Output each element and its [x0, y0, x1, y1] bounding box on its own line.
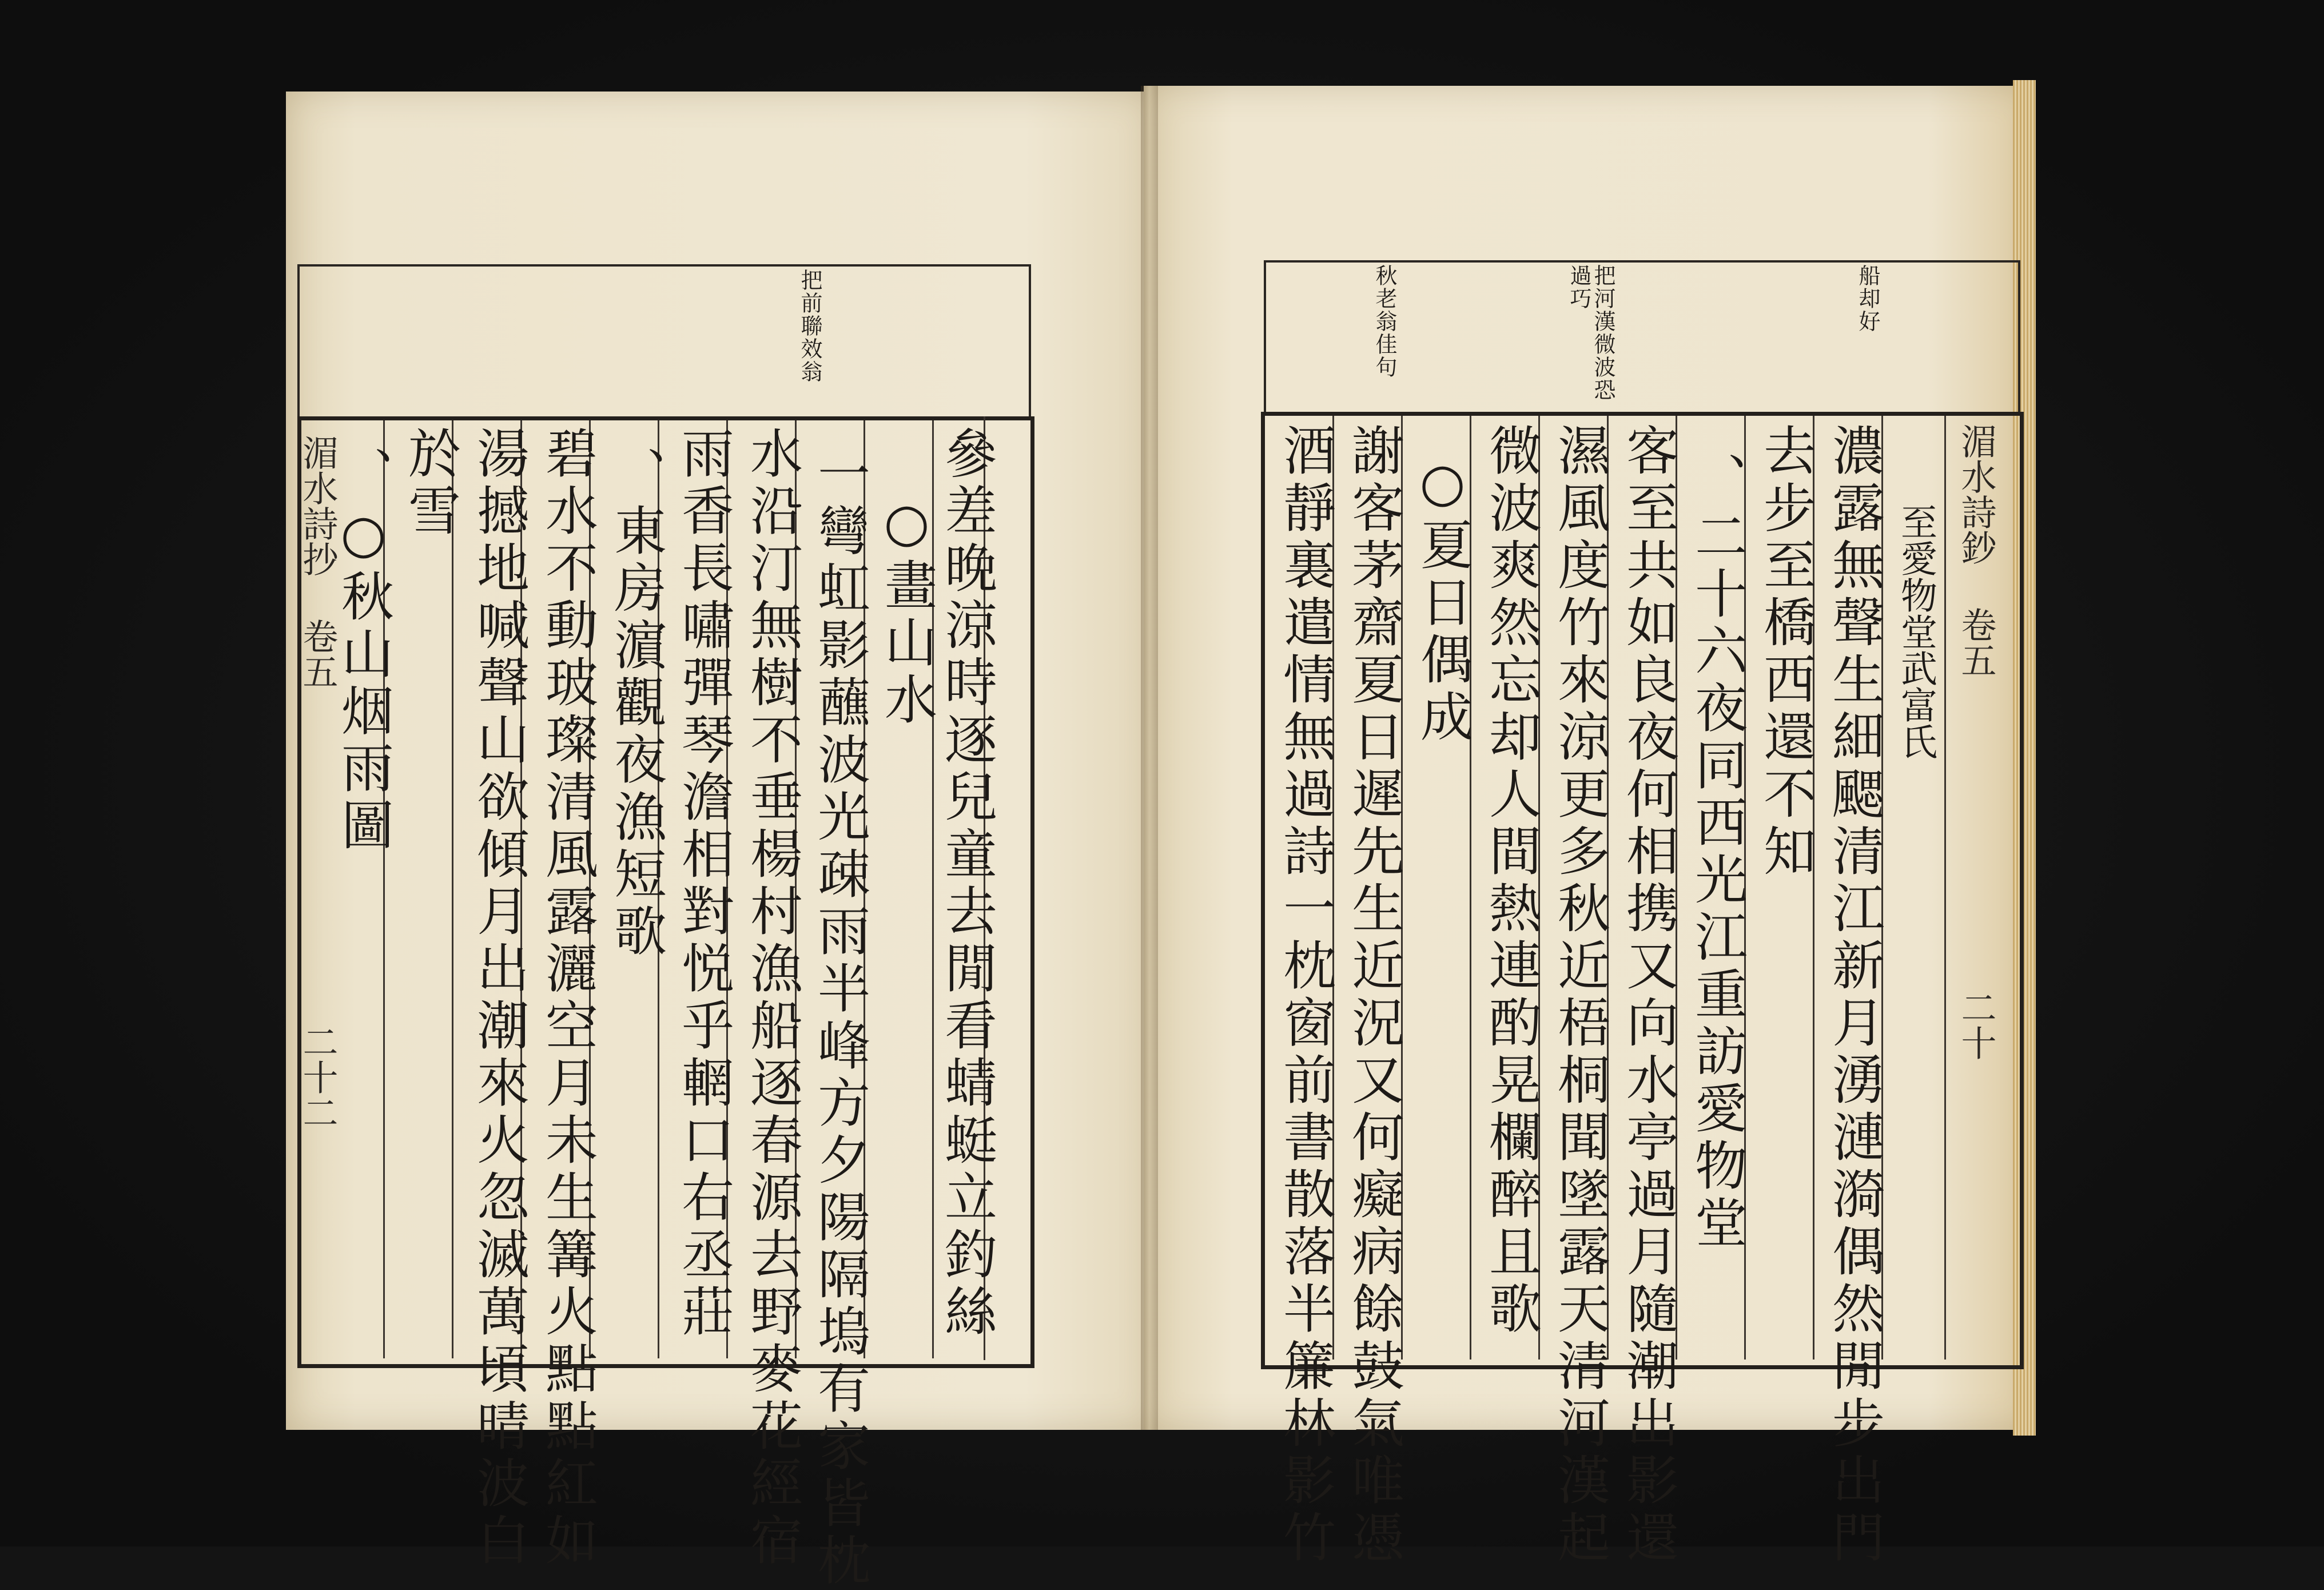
- left-column-4: 水沿汀無樹不垂楊村漁船逐春源去野麥花經宿: [742, 426, 803, 1570]
- right-head-note-1: 船却好: [1855, 264, 1880, 333]
- right-page-number: 二十: [1955, 989, 1997, 1060]
- right-column-3: 去步至橋西還不知: [1755, 423, 1816, 881]
- right-column-8: ○夏日偶成: [1412, 452, 1473, 746]
- left-column-5: 雨香長嘯彈琴澹相對悦乎輞口右丞莊: [673, 426, 734, 1341]
- right-center-title: 湄水詩鈔 卷五: [1955, 423, 1997, 678]
- left-rule: [452, 420, 453, 1358]
- left-head-note-box: [297, 264, 1031, 420]
- left-column-6: 、東房濵觀夜漁短歌: [606, 446, 667, 961]
- right-column-7: 微波爽然忘却人間熱連酌晃欄醉且歌: [1481, 423, 1542, 1338]
- right-column-6: 濕風度竹來涼更多秋近梧桐聞墜露天清河漢起: [1549, 423, 1610, 1567]
- left-column-2: ○畫山水: [876, 492, 937, 729]
- right-column-4: 、二十六夜同西光江重訪愛物堂: [1686, 452, 1748, 1253]
- left-column-7: 碧水不動玻璨清風露灑空月未生篝火點點紅如: [537, 426, 598, 1570]
- right-rule: [1944, 416, 1946, 1360]
- left-column-10: 、○秋山烟雨圖: [333, 446, 394, 855]
- left-center-title: 湄水詩抄 卷五: [297, 435, 339, 689]
- right-column-2: 濃露無聲生細颸清江新月湧漣漪偶然閒步出門: [1824, 423, 1885, 1567]
- left-head-note-1: 把前聯效翁: [797, 269, 822, 383]
- left-column-9: 於雪: [400, 426, 461, 540]
- left-page-number: 二十二: [297, 1024, 339, 1130]
- right-column-10: 酒靜裏遣情無過詩一枕窗前書散落半簾林影竹: [1275, 423, 1336, 1567]
- book-gutter: [1141, 86, 1158, 1430]
- right-column-5: 客至共如良夜何相携又向水亭過月隨潮出影還: [1618, 423, 1679, 1567]
- left-column-3: 一彎虹影蘸波光疎雨半峰方夕陽隔塢有家皆枕: [809, 446, 870, 1590]
- right-head-note-2: 把河漢微波恐過巧: [1566, 264, 1615, 402]
- left-column-1: 參差晚涼時逐兒童去閒看蜻蜓立釣絲: [936, 426, 997, 1341]
- right-head-note-3: 秋老翁佳句: [1372, 264, 1397, 379]
- right-column-1: 至愛物堂武富氏: [1895, 503, 1937, 760]
- left-column-8: 湯撼地喊聲山欲傾月出潮來火忽滅萬頃晴波白: [468, 426, 530, 1570]
- right-column-9: 謝客茅齋夏日遲先生近況又何癡病餘鼓氣唯憑: [1343, 423, 1404, 1567]
